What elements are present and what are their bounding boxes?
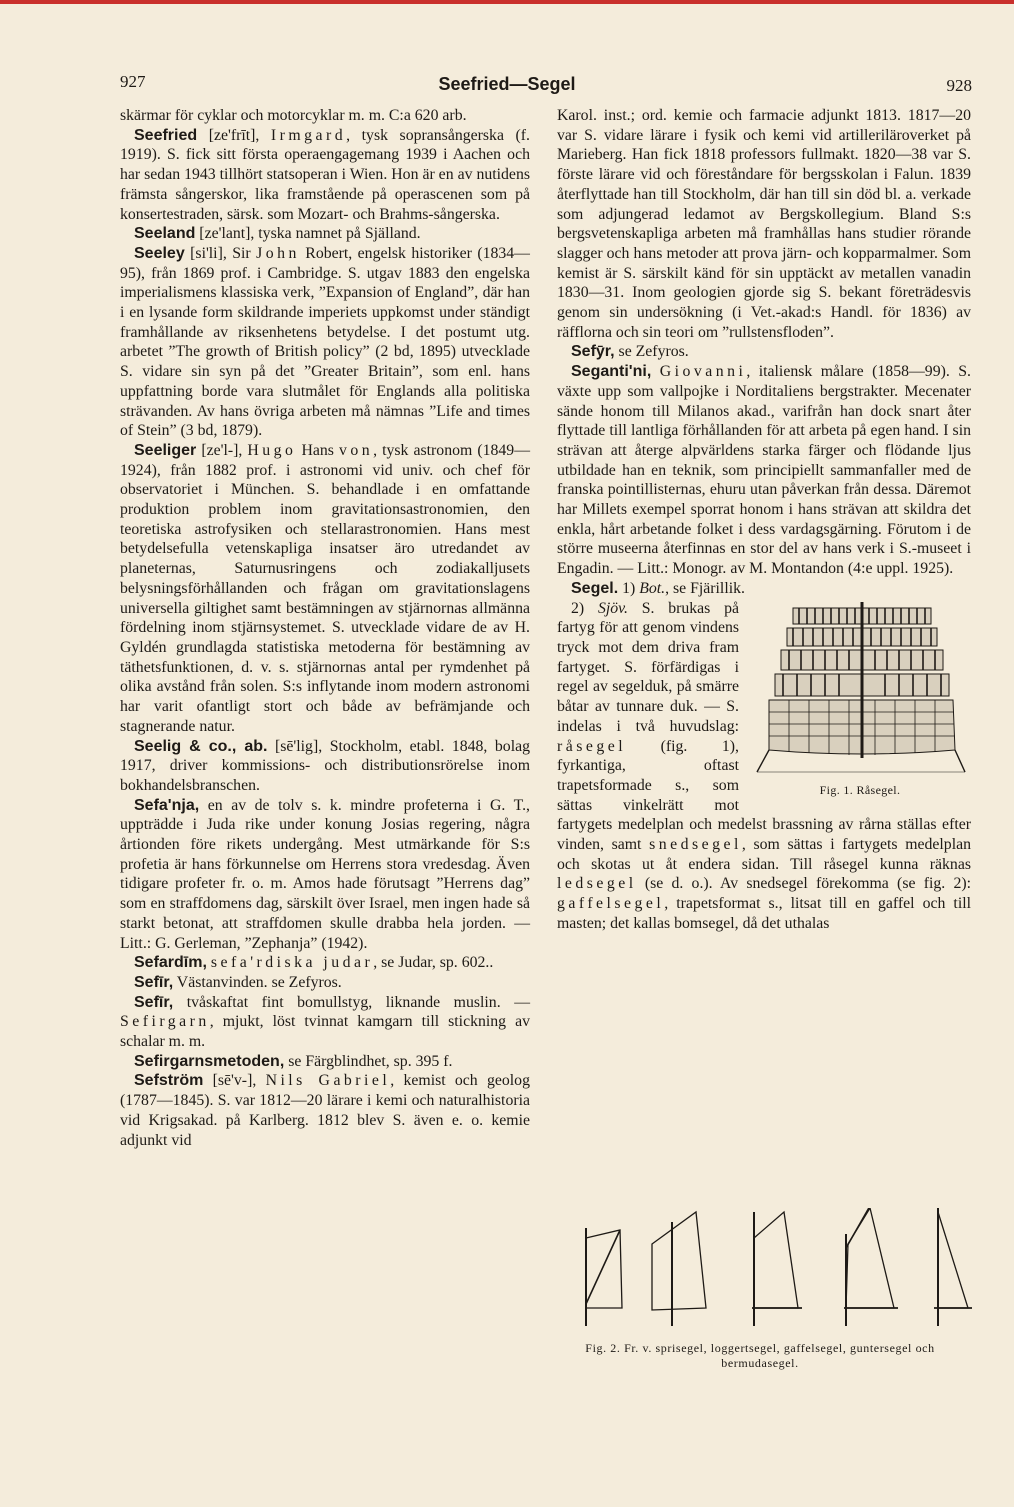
entry-text: 1) [618, 579, 640, 597]
entry-sefirgarnsmetoden [120, 1052, 530, 1072]
spaced-name: Irmgard [270, 126, 347, 144]
gaff-sail-drawing [752, 1212, 802, 1326]
headword: Seeland [134, 225, 196, 243]
entry-seeley [120, 244, 530, 441]
figure-1-caption: Fig. 1. Råsegel. [819, 783, 901, 798]
spaced-term: Sefirgarn [120, 1013, 210, 1031]
figure-2-fore-and-aft-sails [548, 1208, 978, 1334]
headword: Seefried [134, 126, 198, 144]
entry-seeliger [120, 441, 530, 737]
left-column [120, 106, 530, 1150]
entry-text: se Zefyros. [614, 343, 689, 361]
entry-text: [sē'v-], [203, 1072, 266, 1090]
entry-sefardim [120, 953, 530, 973]
entry-text: S. brukas på fartyg för att genom vindens tryck mot dem driva fram fartyget. S. förfärdigas i regel av segelduk, på smärre båtar av tunnare duk. — S. indelas i två huvudslag: [557, 599, 740, 735]
entry-text: tvåskaftat fint bomullstyg, liknande muslin. — [173, 993, 530, 1011]
segel-sjov-block [557, 599, 971, 934]
figure-2-caption: Fig. 2. Fr. v. sprisegel, loggertsegel, gaffelsegel, guntersegel och bermudasegel. [585, 1341, 935, 1370]
spaced-term: ledsegel [557, 875, 637, 893]
entry-sefir-fabric [120, 993, 530, 1052]
entry-text: [ze'l-], [196, 441, 248, 459]
entry-text: se Färgblindhet, sp. 395 f. [284, 1052, 453, 1070]
headword: Segel. [571, 579, 619, 597]
headword: Seganti'ni, [571, 363, 652, 381]
entry-text: (fig. 1), fyrkantiga, oftast trapetsformade s., som sättas vinkelrätt mot fartygets medelplan och medelst brassning av rårna ställas efter vinden, samt [557, 737, 971, 854]
spaced-term: gaffelsegel [557, 895, 665, 913]
spaced-name: Nils Gabriel [265, 1072, 391, 1090]
entry-segel [557, 579, 971, 599]
headword: Sefström [134, 1072, 204, 1090]
entry-text: , kemist och geolog (1787—1845). S. var 1812—20 lärare i kemi och naturalhistoria vid Krigsakad. på Karlberg. 1812 blev S. även e. o. kemie adjunkt vid [120, 1072, 530, 1149]
headword: Sefīr, [134, 973, 174, 991]
running-title: Seefried—Segel [438, 74, 576, 94]
gunter-sail-drawing [844, 1208, 898, 1326]
headword: Sefīr, [134, 993, 174, 1011]
headword: Seelig & co., ab. [134, 737, 268, 755]
spaced-name: Hugo [247, 441, 297, 459]
entry-segantini [557, 362, 971, 579]
headword: Sefa'nja, [134, 796, 200, 814]
entry-text: 2) [571, 599, 598, 617]
spaced-name: John [256, 244, 300, 262]
left-page-number: 927 [120, 72, 146, 91]
spaced-term: råsegel [557, 737, 627, 755]
spaced-term: sefa'rdiska judar [210, 954, 374, 972]
italic-term: Bot. [639, 579, 666, 597]
right-page-number: 928 [946, 76, 972, 95]
entry-sefstrom [120, 1071, 530, 1150]
square-sail-illustration [753, 600, 967, 778]
entry-text: , se Judar, sp. 602.. [373, 954, 494, 972]
entry-seefried [120, 126, 530, 225]
entry-text: Robert, engelsk historiker (1834—95), från 1869 prof. i Cambridge. S. utgav 1883 den engelska imperialismens klassiska verk, ”Expansion of England”, där han i en lysande form skildrande imperiets uppkomst under ständigt framhållande av riksenhetens betydelse. I det postumt utg. arbetet ”The growth of British policy” (2 bd, 1895) utvecklade S. vidare sin syn på det ”Greater Britain”, som enl. hans uppfattning borde vara slutmålet för Englands alla politiska strävanden. Av hans övriga arbeten må nämnas ”Life and times of Stein” (3 bd, 1879). [120, 244, 530, 440]
entry-text: [ze'lant], tyska namnet på Själland. [195, 225, 421, 243]
entry-text: , som sättas i fartygets medelplan och skotas ut åt endera sidan. Till råsegel kunna räknas [557, 836, 971, 873]
entry-sefanja [120, 796, 530, 954]
lugger-sail-drawing [652, 1212, 706, 1326]
entry-seeland [120, 224, 530, 244]
headword: Seeley [134, 244, 185, 262]
right-column [557, 106, 971, 934]
headword: Sefirgarnsmetoden, [134, 1052, 285, 1070]
entry-continuation: skärmar för cyklar och motorcyklar m. m. C:a 620 arb. [120, 107, 467, 124]
spaced-name: Giovanni [659, 363, 747, 381]
top-edge-rule [0, 0, 1014, 4]
entry-sefyr [557, 342, 971, 362]
sprit-sail-drawing [586, 1228, 622, 1326]
page-header [0, 72, 1014, 102]
entry-text [651, 363, 659, 380]
spaced-name: von [338, 441, 374, 459]
spaced-term: snedsegel [649, 836, 742, 854]
entry-text: Hans [296, 441, 339, 459]
entry-text: [si'li], Sir [184, 244, 257, 262]
entry-text: [sē'lig], Stockholm, etabl. 1848, bolag 1917, driver kommissions- och distributionsrörelse inom bokhandelsbranschen. [120, 737, 530, 794]
headword: Sefȳr, [571, 343, 615, 361]
bermuda-sail-drawing [934, 1208, 972, 1326]
entry-seelig [120, 737, 530, 796]
entry-text: en av de tolv s. k. mindre profeterna i G. T., uppträdde i Juda rike under konung Josias regering, några årtionden före rikets undergång. Mest utmärkande för S:s profetia är hans förkunnelse om Herrens stora vredesdag. Även tidigare profeter fr. o. m. Amos hade förutsagt ”Herrens dag” som en straffdomens dag, särskilt över Israel, men ingen hade så starkt betonat, att straffdomen skulle drabba hela jorden. — Litt.: G. Gerleman, ”Zephanja” (1942). [120, 796, 530, 952]
figure-1 [749, 600, 971, 798]
entry-text: (se d. o.). Av snedsegel förekomma (se fig. 2): [636, 875, 971, 893]
entry-text: , se Fjärillik. [665, 579, 745, 597]
entry-text: , italiensk målare (1858—99). S. växte upp som vallpojke i Norditaliens bergstrakter. Mecenater sände honom till Milanos akad., varifrån han dock snart åter flyttade till lantliga förhållanden för att arbeta på egen hand. I sin strävan att återge alpvärldens starka färger och flödande ljus utbildade han en teknik, som principiellt sammanfaller med de franska pointillisternas, ehuru utan påverkan från dessa. Däremot har Millets exempel sporrat honom i hans strävan att skildra det enkla, hårt arbetande folket i dess vardagsgärning. Förutom i de större museerna återfinnas en stor del av hans verk i S.-museet i Engadin. — Litt.: Monogr. av M. Montandon (4:e uppl. 1925). [557, 363, 972, 578]
entry-text: Västanvinden. se Zefyros. [173, 973, 342, 991]
entry-text: , tysk astronom (1849—1924), från 1882 prof. i astronomi vid univ. och chef för observatoriet i München. S. behandlade i en omfattande produktion problem inom gravitationsastronomien, den teoretiska astrofysiken och stellarastronomien. Hans mest betydelsefulla vetenskapliga insatser äro utredandet av planeternas, Saturnusringens och zodiakalljusets belysningsförhållanden och frågan om gravitationslagens universella giltighet samt bestämningen av stjärnornas allmänna fördelning inom stjärnsystemet. S. utvecklade vidare de av H. Gyldén grundlagda statistiska metoderna för bestämning av täthetsfunktionen, d. v. s. stjärnornas antal per rymdenhet på olika avstånd från solen. S:s inflytande inom modern astronomi har varit ofantligt stort och både av befrämjande och stagnerande natur. [120, 441, 530, 735]
headword: Seeliger [134, 441, 197, 459]
entry-text: [ze'frīt], [197, 126, 271, 144]
entry-text: , tysk sopransångerska (f. 1919). S. fick sitt första operaengagemang 1939 i Aachen och har sedan 1943 tillhört statsoperan i Wien. Hon är en av nutidens främsta sångerskor, lika framstående på operascenen som på konsertestraden, särsk. som Mozart- och Brahms-sångerska. [120, 126, 530, 223]
italic-term: Sjöv. [597, 599, 628, 617]
entry-text: , trapetsformat s., litsat till en gaffel och till masten; det kallas bomsegel, då det uthalas [557, 895, 971, 932]
entry-text: , mjukt, löst tvinnat kamgarn till stickning av schalar m. m. [120, 1013, 530, 1051]
entry-sefir-wind [120, 973, 530, 993]
entry-continuation: Karol. inst.; ord. kemie och farmacie adjunkt 1813. 1817—20 var S. vidare lärare i fysik och kemi vid artilleriläroverket på Marieberg. Han fick 1818 professors fullmakt. 1820—38 var S. förste lärare vid och föreståndare för bergsskolan i Falun. 1839 återflyttade han till Stockholm, där han till sin död bl. a. verkade som adjungerad ledamot av Bergskollegium. Bland S:s bergsvetenskapliga arbeten må framhållas hans studier rörande slagger och hans metoder att prova järn- och kopparmalmer. Som kemist är S. särskilt känd för sin upptäckt av metallen vanadin 1830—31. Inom geologien gjorde sig S. bekant företrädesvis genom sin undersökning (i Vet.-akad:s Handl. för 1836) av räfflorna och sin teori om ”rullstensfloden”. [557, 107, 971, 341]
headword: Sefardīm, [134, 954, 207, 972]
